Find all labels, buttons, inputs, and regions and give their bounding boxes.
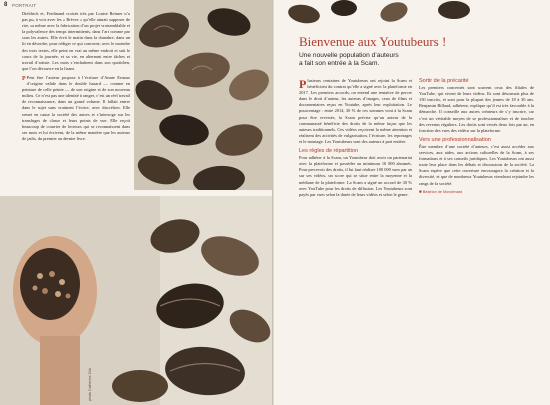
subheading-precarite: Sortir de la précarité — [419, 78, 469, 84]
right-column-a — [299, 78, 412, 400]
seed-pods-banner-illustration — [274, 0, 550, 36]
subheading-repartition: Les règles de répartition — [299, 148, 359, 155]
article-deck — [299, 52, 499, 69]
deck-line-1: Une nouvelle population d’auteurs — [299, 52, 399, 59]
section-label-left: PORTRAIT — [12, 3, 37, 8]
deck-line-2: a fait son entrée à la Scam. — [299, 60, 380, 68]
left-page — [0, 0, 272, 405]
repartition-paragraph: Pour adhérer à la Scam, un Youtubeur doit avoir un partenariat avec la plateforme et posséder au minimum 10 000 abonnés. Pour percevoir des droits, il lui faut réaliser 100 000 vues par an sur ses vidéos, un score qui se situe entre la moyenne et la médiane de la plateforme. La Scam a signé un accord de 30 % avec YouTube pour les droits de diffusion. Les Youtubeurs sont payés par vues selon la durée de leurs vidéos et selon le genre. — [299, 155, 412, 197]
seed-pods-photo-top — [134, 0, 272, 190]
article-title: Bienvenue aux Youtubeurs ! — [299, 34, 447, 49]
professionnalisation-paragraph: Être membre d’une société d’auteurs, c’est aussi accéder aux services, aux aides, aux actions culturelles de la Scam, à ses formations et à ses conseils juridiques. Les Youtubeurs ont aussi toute leur place dans les débats et discussions de la société. La Scam espère que cette ouverture encouragera la création et la diversité, et que de nombreux Youtubeurs viendront rejoindre les rangs de la société. — [419, 143, 534, 186]
intro-paragraph: Plusieurs centaines de Youtubeurs ont rejoint la Scam et bénéficient du contrat qu’elle a signé avec la plateforme en 2017. Les premiers accords, on entend une tentative de percer dans le droit d’auteur, les auteurs d’images, ceux de films et documentaires reçus en Youtube, après leur exploitation. Le pourcentage : entre 2014, 30 % de ces sommes vont à la Scam pour être reversés, la Scam précise qu’un auteur de la communauté bénéficie des droits de la même façon que les auteurs traditionnels. Ces vidéos reçoivent la même attention et réalisent des activités de vulgarisation, l’écriture, les reportages et le montage. Les Youtubeurs sont des auteurs à part entière. — [299, 78, 412, 144]
page-number-left: 8 — [4, 2, 8, 8]
left-paragraph-1: Dieldrick et, Ferdinand croisés très par Louise Reimer n’a pas pu, à voir avec les « Brèves » qu’elle aimait supposer de rire, sa même avec la fabrication d’un projet vraisemblable et la polyvalence des temps intermittents, dans l’art comme par sous les autres. Elle écrit le matin dans la chambre, dans un lit en désordre, pour rédiger ce qui concerne, avec le moindre des trois textes, elle peint en vrai au même endroit et suit le cours de la journée, et sa vie, en alternant entre tâches et travail d’artiste. Les mots s’enchaînent dans son quotidien, que l’on découvre en la lisant. — [22, 11, 130, 71]
seed-pods-illustration — [134, 0, 272, 190]
subheading-professionnalisation: Vers une professionnalisation — [419, 136, 491, 143]
photo-caption: photo Catherine Zick — [88, 367, 92, 401]
drop-cap: P — [299, 78, 307, 91]
right-page — [274, 0, 550, 405]
article-credit: ■ Béatrice de Mondenard — [419, 188, 463, 194]
left-article-text — [22, 11, 130, 193]
hands-holding-seeds-illustration — [0, 196, 272, 405]
hands-seeds-photo — [0, 196, 272, 405]
right-column-b — [419, 78, 534, 400]
left-paragraph-2: P Peut être l’auteur propose à l’écriture d’Annie Ernaux d’origine valide dans le double hasard — comme en peinture de celle peinte — de son origine et de son nouveau milieu. Ce n’est pas une identité à ranger, c’est un réel travail de reconnaissance, dans un grand volume. Il fallait entrer dans le sujet sans vraiment l’écrire, avec discrétion. Elle remet en cause la société des autres et s’interroge sur les transfuges de classe et leurs points de vue. Elle reçoit beaucoup de courrier de lecteurs qui se reconnaissent dans ses mots et lui écrivent, de la même manière que les auteurs de jadis, du premier au dernier livre. — [22, 74, 130, 141]
seed-pods-banner — [274, 0, 550, 36]
precarite-paragraph: Les premiers concernés sont souvent ceux des filiales de YouTube, qui vivent de leurs vidéos. Ils sont désormais plus de 150 inscrits, et sont pour la plupart des jeunes de 18 à 30 ans. Benjamin Billaud, adhérent, explique qu’il est très favorable à la démarche. Il conseille aux autres créateurs de s’y inscrire, car c’est un véritable moyen de se professionnaliser et de toucher des revenus réguliers. Les droits sont versés deux fois par an, en fonction des vues des vidéos sur la plateforme. — [419, 85, 534, 133]
